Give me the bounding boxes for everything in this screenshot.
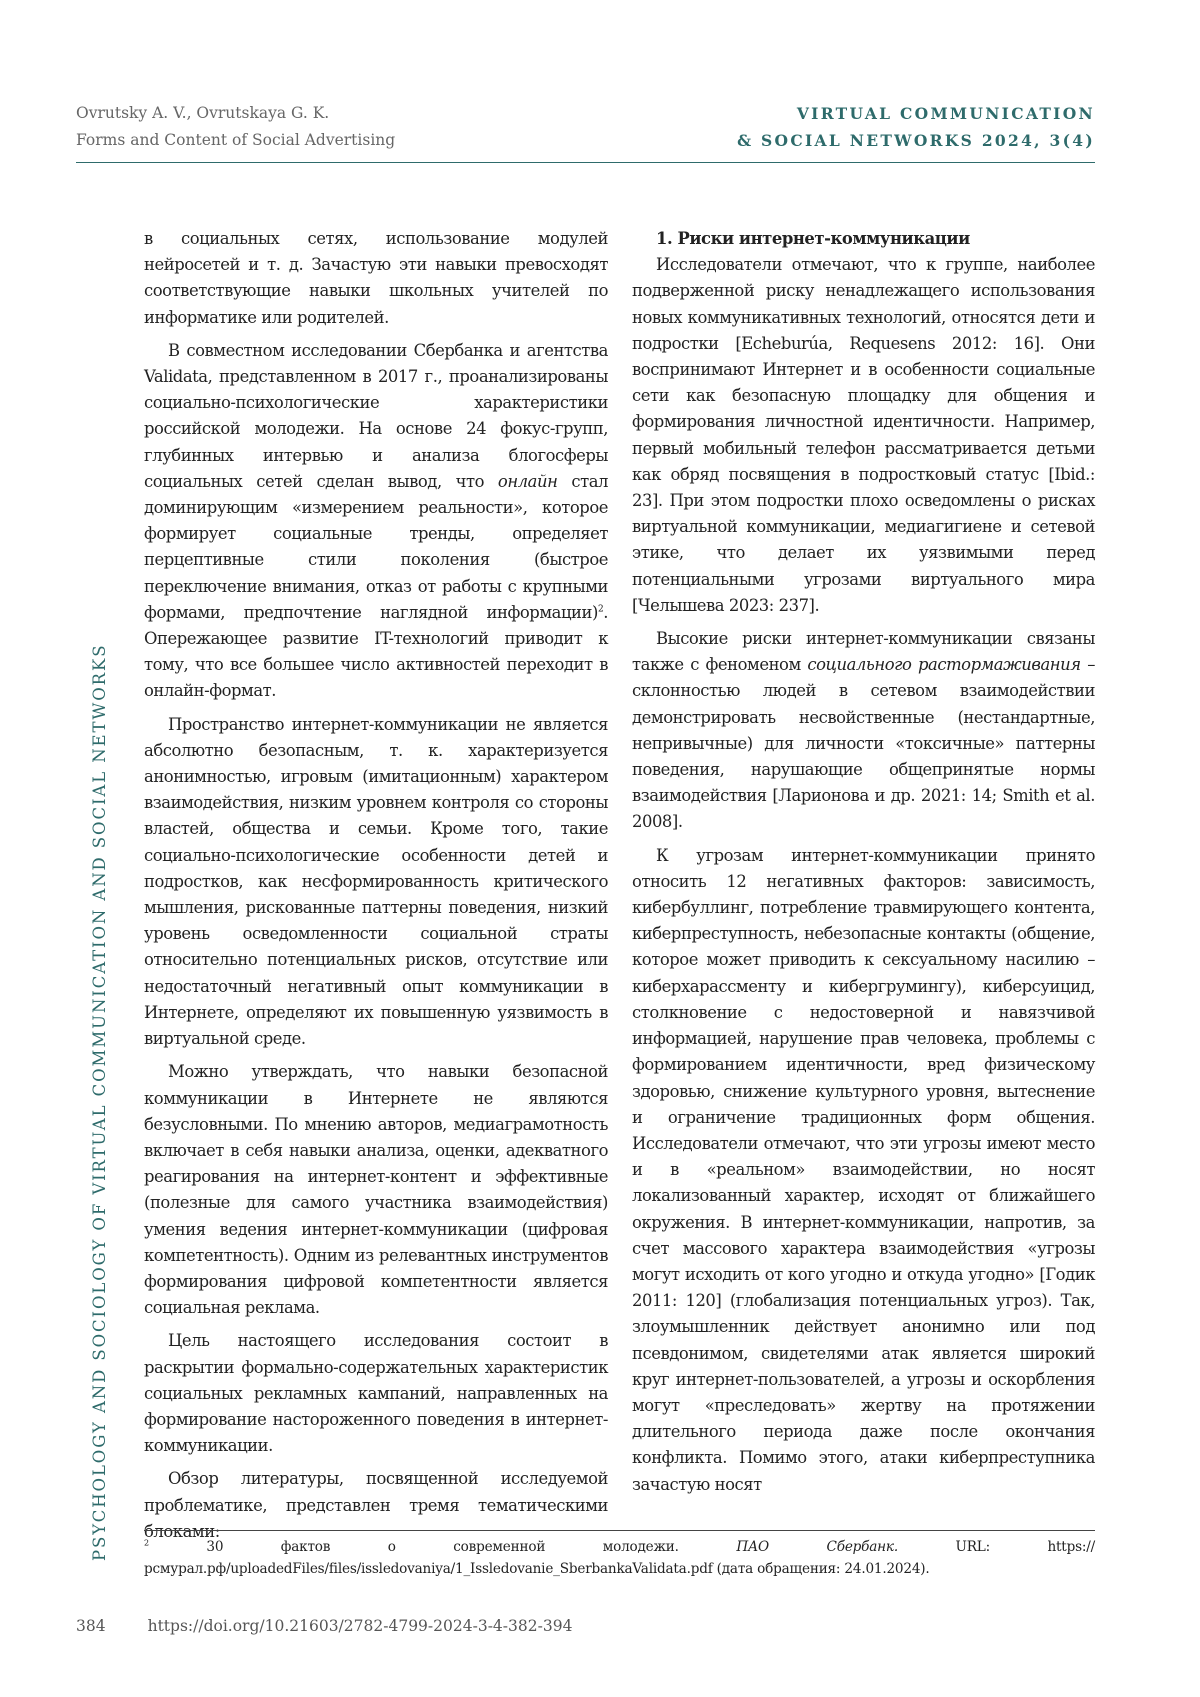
- footnote-link-text: URL: https://рсмурал.рф/uploadedFiles/files/issledovaniya/1_Issledovanie_SberbankaValidata.pdf (дата обращения: 24.01.2024).: [144, 1539, 1095, 1577]
- header-divider: [76, 162, 1095, 163]
- emphasis-text: ПАО Сбербанк.: [736, 1539, 898, 1555]
- header-authors: Ovrutsky A. V., Ovrutskaya G. K.: [76, 104, 330, 122]
- vertical-section-title: PSYCHOLOGY AND SOCIOLOGY OF VIRTUAL COMMUNICATION AND SOCIAL NETWORKS: [90, 643, 109, 1561]
- paragraph: Обзор литературы, посвященной исследуемой проблематике, представлен тремя тематическими блоками:: [144, 1469, 608, 1541]
- footnote: [144, 1537, 1095, 1580]
- text-run: . Опережающее развитие IT-технологий приводит к тому, что все большее число активностей переходит в онлайн-формат.: [144, 602, 608, 701]
- text-run: стал доминирующим «измерением реальности», которое формирует социальные тренды, определяет перцептивные стили поколения (быстрое переключение внимания, отказ от работы с крупными формами, предпочтение наглядной информации): [144, 471, 608, 622]
- paragraph: в социальных сетях, использование модулей нейросетей и т. д. Зачастую эти навыки превосходят соответствующие навыки школьных учителей по информатике или родителей.: [144, 229, 608, 327]
- paragraph: Можно утверждать, что навыки безопасной коммуникации в Интернете не являются безусловными. По мнению авторов, медиаграмотность включает в себя навыки анализа, оценки, адекватного реагирования на интернет-контент и эффективные (полезные для самого участника взаимодействия) умения ведения интернет-коммуникации (цифровая компетентность). Одним из релевантных инструментов формирования цифровой компетентности является социальная реклама.: [144, 1062, 608, 1318]
- emphasis-text: онлайн: [497, 471, 558, 491]
- footnote-ref: 2: [597, 604, 604, 615]
- text-run: 30 фактов о современной молодежи.: [148, 1539, 737, 1555]
- section-heading: 1. Риски интернет-коммуникации: [656, 229, 970, 248]
- text-run: Высокие риски интернет-коммуникации связаны также с феноменом: [632, 629, 1095, 675]
- page-number: 384: [76, 1617, 106, 1635]
- text-run: – склонностью людей в сетевом взаимодействии демонстрировать несвойственные (нестандартные, непривычные) для личности «токсичные» паттерны поведения, нарушающие общепринятые нормы взаимодействия [Ларионова и др. 2021: 14; Smith et al. 2008].: [632, 655, 1095, 832]
- running-header-right: [737, 100, 1095, 154]
- emphasis-text: социального растормаживания: [807, 655, 1081, 675]
- paragraph: К угрозам интернет-коммуникации принято относить 12 негативных факторов: зависимость, кибербуллинг, потребление травмирующего контента, киберпреступность, небезопасные контакты (общение, которое может приводить к сексуальному насилию – киберхарассменту и кибергрумингу), киберсуицид, столкновение с недостоверной и навязчивой информацией, нарушение прав человека, проблемы с формированием идентичности, вред физическому здоровью, снижение культурного уровня, вытеснение и ограничение традиционных форм общения. Исследователи отмечают, что эти угрозы имеют место и в «реальном» взаимодействии, но носят локализованный характер, исходят от ближайшего окружения. В интернет-коммуникации, напротив, за счет массового характера взаимодействия «угрозы могут исходить от кого угодно и откуда угодно» [Годик 2011: 120] (глобализация потенциальных угроз). Так, злоумышленник действует анонимно или под псевдонимом, свидетелями атак является широкий круг интернет-пользователей, а угрозы и оскорбления могут «преследовать» жертву на протяжении длительного периода даже после окончания конфликта. Помимо этого, атаки киберпреступника зачастую носят: [632, 845, 1095, 1494]
- paragraph: [632, 626, 1095, 836]
- right-column: [632, 226, 1095, 1505]
- paragraph: Исследователи отмечают, что к группе, наиболее подверженной риску ненадлежащего использования новых коммуникативных технологий, относятся дети и подростки [Echeburúa, Requesens 2012: 16]. Они воспринимают Интернет и в особенности социальные сети как безопасную площадку для общения и формирования личностной идентичности. Например, первый мобильный телефон рассматривается детьми как обряд посвящения в подростковый статус [Ibid.: 23]. При этом подростки плохо осведомлены о рисках виртуальной коммуникации, медиагигиене и сетевой этике, что делает их уязвимыми перед потенциальными угрозами виртуального мира [Челышева 2023: 237].: [632, 255, 1095, 615]
- running-header-left: [76, 100, 395, 154]
- journal-name-line2: & SOCIAL NETWORKS 2024, 3(4): [737, 131, 1095, 150]
- paragraph: [144, 338, 608, 705]
- doi-link[interactable]: https://doi.org/10.21603/2782-4799-2024-3-4-382-394: [147, 1617, 573, 1635]
- left-column: [144, 226, 608, 1552]
- footnote-divider: [144, 1530, 1095, 1531]
- paragraph: Цель настоящего исследования состоит в раскрытии формально-содержательных характеристик социальных рекламных кампаний, направленных на формирование настороженного поведения в интернет-коммуникации.: [144, 1331, 608, 1456]
- footnote-number: 2: [144, 1538, 149, 1548]
- journal-name-line1: VIRTUAL COMMUNICATION: [796, 104, 1095, 123]
- text-run: В совместном исследовании Сбербанка и агентства Validata, представленном в 2017 г., проанализированы социально-психологические характеристики российской молодежи. На основе 24 фокус-групп, глубинных интервью и анализа блогосферы социальных сетей сделан вывод, что: [144, 340, 608, 491]
- page-footer: [76, 1617, 572, 1635]
- header-article-title: Forms and Content of Social Advertising: [76, 131, 396, 149]
- paragraph: Пространство интернет-коммуникации не является абсолютно безопасным, т. к. характеризуется анонимностью, игровым (имитационным) характером взаимодействия, низким уровнем контроля со стороны властей, общества и семьи. Кроме того, такие социально-психологические особенности детей и подростков, как несформированность критического мышления, рискованные паттерны поведения, низкий уровень осведомленности социальной страты относительно потенциальных рисков, отсутствие или недостаточный негативный опыт коммуникации в Интернете, определяют их повышенную уязвимость в виртуальной среде.: [144, 714, 608, 1049]
